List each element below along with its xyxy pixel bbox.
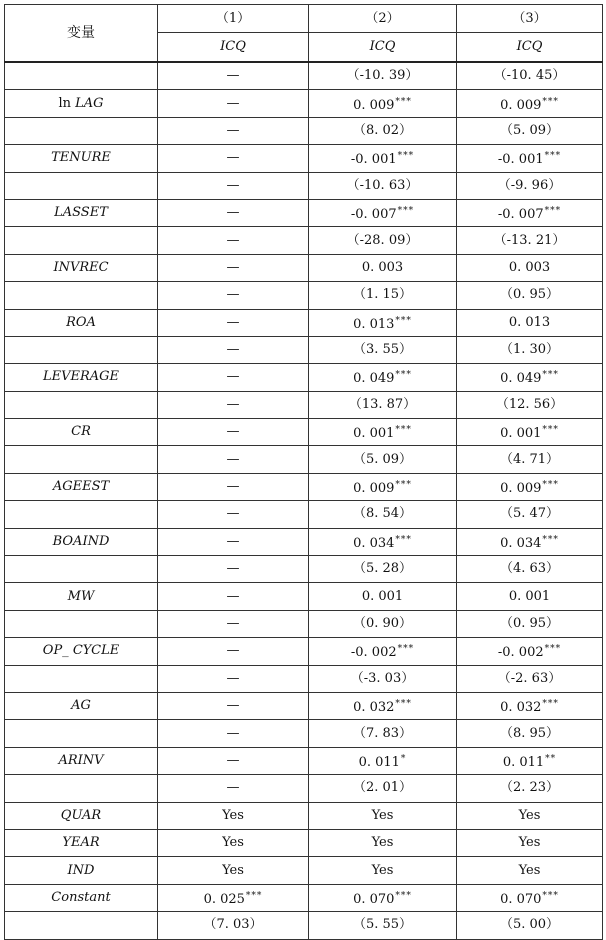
- variable-name-cell: INVREC: [5, 254, 158, 281]
- table-row: [5, 117, 603, 144]
- cell-value: （-10. 45）: [493, 68, 566, 84]
- model-2-cell: [309, 610, 457, 637]
- model-2-cell: [309, 446, 457, 473]
- model-1-cell: [158, 829, 309, 856]
- variable-name-cell: [5, 720, 158, 747]
- cell-value: （0. 95）: [499, 287, 560, 303]
- cell-value: -0. 007: [350, 207, 397, 223]
- significance-stars: **: [545, 753, 557, 764]
- table-row: [5, 665, 603, 692]
- cell-value: （7. 83）: [352, 725, 413, 741]
- model-1-cell: [158, 446, 309, 473]
- variable-name-cell: LEVERAGE: [5, 364, 158, 391]
- model-2-cell: [309, 90, 457, 117]
- model-1-header: （1）: [158, 5, 309, 33]
- cell-value: 0. 011: [502, 754, 545, 770]
- model-1-cell: [158, 610, 309, 637]
- cell-value: （13. 87）: [348, 396, 417, 412]
- cell-value: （7. 03）: [203, 917, 263, 933]
- variable-name-cell: [5, 775, 158, 802]
- model-3-cell: [457, 145, 603, 172]
- table-row: [5, 364, 603, 391]
- cell-value: —: [226, 342, 240, 358]
- model-2-cell: [309, 282, 457, 309]
- model-2-cell: [309, 829, 457, 856]
- model-2-cell: [309, 364, 457, 391]
- log-prefix: ln: [58, 95, 76, 111]
- model-2-cell: [309, 419, 457, 446]
- model-2-cell: [309, 199, 457, 226]
- model-3-cell: [457, 528, 603, 555]
- table-row: [5, 282, 603, 309]
- table-row: [5, 199, 603, 226]
- cell-value: （8. 02）: [352, 122, 413, 138]
- dependent-variable-3: ICQ: [457, 33, 603, 63]
- model-1-cell: [158, 556, 309, 583]
- cell-value: 0. 009: [353, 481, 395, 497]
- model-3-cell: [457, 282, 603, 309]
- cell-value: （5. 09）: [352, 451, 413, 467]
- model-1-cell: [158, 145, 309, 172]
- model-3-cell: [457, 391, 603, 418]
- cell-value: （5. 00）: [499, 917, 560, 933]
- model-3-cell: [457, 638, 603, 665]
- variable-name-cell: TENURE: [5, 145, 158, 172]
- model-1-cell: [158, 199, 309, 226]
- cell-value: （-9. 96）: [497, 177, 562, 193]
- significance-stars: ***: [395, 370, 412, 381]
- model-1-cell: [158, 802, 309, 829]
- table-row: [5, 857, 603, 884]
- variable-name-cell: LASSET: [5, 199, 158, 226]
- significance-stars: ***: [542, 534, 559, 545]
- significance-stars: ***: [544, 206, 562, 217]
- cell-value: （2. 01）: [352, 780, 413, 796]
- model-3-cell: [457, 501, 603, 528]
- cell-value: （4. 63）: [499, 561, 560, 577]
- table-row: [5, 473, 603, 500]
- model-3-cell: [457, 172, 603, 199]
- variable-name-cell: [5, 665, 158, 692]
- model-2-cell: [309, 528, 457, 555]
- model-2-cell: [309, 254, 457, 281]
- cell-value: 0. 032: [500, 700, 542, 716]
- cell-value: —: [226, 451, 240, 467]
- cell-value: Yes: [518, 835, 541, 851]
- variable-name-cell: CR: [5, 419, 158, 446]
- table-row: [5, 692, 603, 719]
- table-row: [5, 775, 603, 802]
- model-2-cell: [309, 775, 457, 802]
- variable-name-cell: ROA: [5, 309, 158, 336]
- cell-value: —: [226, 479, 240, 495]
- model-3-cell: [457, 446, 603, 473]
- table-row: [5, 884, 603, 911]
- cell-value: —: [226, 95, 240, 111]
- cell-value: （5. 09）: [499, 122, 560, 138]
- model-3-cell: [457, 720, 603, 747]
- table-row: [5, 309, 603, 336]
- significance-stars: ***: [397, 206, 415, 217]
- variable-name-cell: [5, 90, 158, 117]
- model-3-cell: [457, 309, 603, 336]
- cell-value: Yes: [371, 862, 394, 878]
- model-3-cell: [457, 610, 603, 637]
- variable-name-cell: ARINV: [5, 747, 158, 774]
- model-3-cell: [457, 227, 603, 254]
- cell-value: 0. 003: [361, 259, 404, 275]
- significance-stars: ***: [544, 151, 562, 162]
- model-2-cell: [309, 556, 457, 583]
- cell-value: 0. 013: [508, 314, 551, 330]
- model-1-cell: [158, 336, 309, 363]
- cell-value: Yes: [371, 807, 394, 823]
- variable-name-cell: [5, 912, 158, 939]
- variable-name-cell: AG: [5, 692, 158, 719]
- cell-value: （4. 71）: [499, 451, 560, 467]
- cell-value: 0. 001: [361, 588, 404, 604]
- model-1-cell: [158, 419, 309, 446]
- model-3-cell: [457, 90, 603, 117]
- model-2-cell: [309, 145, 457, 172]
- cell-value: —: [226, 287, 240, 303]
- cell-value: —: [226, 259, 240, 275]
- model-3-cell: [457, 692, 603, 719]
- cell-value: 0. 070: [353, 891, 395, 907]
- regression-table: [4, 4, 603, 940]
- model-1-cell: [158, 857, 309, 884]
- model-1-cell: [158, 720, 309, 747]
- cell-value: （-3. 03）: [350, 670, 415, 686]
- variable-name-cell: OP_ CYCLE: [5, 638, 158, 665]
- table-row: [5, 172, 603, 199]
- model-2-cell: [309, 747, 457, 774]
- cell-value: —: [226, 616, 240, 631]
- cell-value: —: [226, 698, 240, 714]
- model-1-cell: [158, 884, 309, 911]
- variable-name-cell: [5, 227, 158, 254]
- model-1-cell: [158, 309, 309, 336]
- cell-value: —: [226, 150, 240, 166]
- model-2-cell: [309, 692, 457, 719]
- cell-value: 0. 034: [500, 535, 542, 551]
- table-row: [5, 62, 603, 90]
- cell-value: （1. 30）: [499, 342, 560, 358]
- model-1-cell: [158, 638, 309, 665]
- cell-value: —: [226, 780, 240, 796]
- cell-value: —: [226, 643, 240, 659]
- model-2-cell: [309, 884, 457, 911]
- variable-column-header: 变量: [5, 5, 158, 63]
- dependent-variable-2: ICQ: [309, 33, 457, 63]
- significance-stars: ***: [542, 890, 559, 901]
- model-2-cell: [309, 665, 457, 692]
- variable-name-cell: [5, 172, 158, 199]
- model-2-cell: [309, 391, 457, 418]
- model-3-cell: [457, 419, 603, 446]
- model-3-cell: [457, 802, 603, 829]
- variable-name-cell: Constant: [5, 884, 158, 911]
- table-row: [5, 336, 603, 363]
- cell-value: （12. 56）: [495, 396, 564, 412]
- cell-value: Yes: [222, 807, 244, 823]
- cell-value: 0. 032: [353, 700, 395, 716]
- table-row: [5, 254, 603, 281]
- cell-value: Yes: [371, 835, 394, 851]
- cell-value: —: [226, 533, 240, 549]
- model-2-cell: [309, 501, 457, 528]
- model-3-header: （3）: [457, 5, 603, 33]
- variable-name-cell: [5, 446, 158, 473]
- variable-name-cell: YEAR: [5, 829, 158, 856]
- variable-name-cell: BOAIND: [5, 528, 158, 555]
- cell-value: -0. 001: [497, 152, 544, 168]
- model-3-cell: [457, 583, 603, 610]
- cell-value: 0. 034: [353, 535, 395, 551]
- significance-stars: ***: [245, 890, 263, 901]
- model-3-cell: [457, 775, 603, 802]
- cell-value: （-10. 39）: [346, 68, 419, 84]
- cell-value: （-10. 63）: [346, 177, 419, 193]
- model-2-cell: [309, 583, 457, 610]
- model-1-cell: [158, 473, 309, 500]
- cell-value: （3. 55）: [352, 342, 413, 358]
- model-1-cell: [158, 364, 309, 391]
- cell-value: 0. 049: [500, 371, 542, 387]
- cell-value: （-28. 09）: [346, 232, 419, 248]
- model-3-cell: [457, 912, 603, 939]
- model-2-cell: [309, 857, 457, 884]
- significance-stars: ***: [542, 425, 559, 436]
- significance-stars: ***: [544, 644, 562, 655]
- variable-name-cell: [5, 501, 158, 528]
- table-row: [5, 501, 603, 528]
- model-1-cell: [158, 501, 309, 528]
- cell-value: 0. 009: [500, 481, 542, 497]
- model-1-cell: [158, 62, 309, 90]
- table-body: [5, 62, 603, 939]
- cell-value: 0. 049: [353, 371, 395, 387]
- model-1-cell: [158, 775, 309, 802]
- significance-stars: ***: [395, 96, 412, 107]
- cell-value: -0. 001: [350, 152, 397, 168]
- variable-name-cell: [5, 282, 158, 309]
- model-1-cell: [158, 254, 309, 281]
- significance-stars: ***: [395, 425, 412, 436]
- table-row: [5, 391, 603, 418]
- cell-value: —: [226, 396, 240, 412]
- cell-value: 0. 001: [508, 588, 551, 604]
- variable-name-cell: IND: [5, 857, 158, 884]
- model-2-cell: [309, 62, 457, 90]
- table-row: [5, 145, 603, 172]
- cell-value: —: [226, 369, 240, 385]
- cell-value: （-13. 21）: [493, 232, 566, 248]
- cell-value: 0. 025: [203, 891, 245, 907]
- model-2-cell: [309, 117, 457, 144]
- model-1-cell: [158, 747, 309, 774]
- model-1-cell: [158, 692, 309, 719]
- table-row: [5, 829, 603, 856]
- model-1-cell: [158, 391, 309, 418]
- significance-stars: ***: [395, 534, 412, 545]
- significance-stars: ***: [542, 370, 559, 381]
- model-2-cell: [309, 336, 457, 363]
- table-row: [5, 638, 603, 665]
- model-3-cell: [457, 884, 603, 911]
- model-3-cell: [457, 857, 603, 884]
- model-1-cell: [158, 912, 309, 939]
- table-row: [5, 419, 603, 446]
- model-3-cell: [457, 556, 603, 583]
- table-row: [5, 446, 603, 473]
- cell-value: （5. 47）: [499, 506, 560, 522]
- model-2-cell: [309, 912, 457, 939]
- cell-value: （8. 95）: [499, 725, 560, 741]
- cell-value: Yes: [518, 807, 541, 823]
- table-row: [5, 610, 603, 637]
- cell-value: —: [226, 588, 240, 604]
- table-row: [5, 747, 603, 774]
- cell-value: -0. 002: [497, 645, 544, 661]
- model-2-cell: [309, 227, 457, 254]
- cell-value: —: [226, 122, 240, 138]
- cell-value: 0. 001: [500, 426, 542, 442]
- table-row: [5, 912, 603, 939]
- model-1-cell: [158, 90, 309, 117]
- significance-stars: ***: [395, 699, 412, 710]
- model-2-cell: [309, 638, 457, 665]
- table-header: [5, 5, 603, 63]
- cell-value: -0. 002: [350, 645, 397, 661]
- model-3-cell: [457, 829, 603, 856]
- cell-value: —: [226, 506, 240, 522]
- variable-name-cell: [5, 610, 158, 637]
- cell-value: Yes: [222, 835, 244, 851]
- significance-stars: ***: [542, 699, 559, 710]
- cell-value: —: [226, 725, 240, 741]
- cell-value: —: [226, 670, 240, 686]
- cell-value: （8. 54）: [352, 506, 413, 522]
- table-row: [5, 583, 603, 610]
- model-3-cell: [457, 254, 603, 281]
- cell-value: 0. 009: [353, 97, 395, 113]
- cell-value: 0. 001: [353, 426, 395, 442]
- table-row: [5, 528, 603, 555]
- model-3-cell: [457, 364, 603, 391]
- significance-stars: ***: [397, 644, 415, 655]
- cell-value: —: [226, 561, 240, 577]
- cell-value: -0. 007: [497, 207, 544, 223]
- model-2-cell: [309, 802, 457, 829]
- cell-value: —: [226, 314, 240, 330]
- cell-value: —: [226, 424, 240, 440]
- cell-value: 0. 009: [500, 97, 542, 113]
- model-1-cell: [158, 227, 309, 254]
- table-row: [5, 802, 603, 829]
- variable-name-cell: [5, 556, 158, 583]
- variable-name-cell: AGEEST: [5, 473, 158, 500]
- model-1-cell: [158, 172, 309, 199]
- cell-value: —: [226, 177, 240, 193]
- model-1-cell: [158, 665, 309, 692]
- table-row: [5, 720, 603, 747]
- model-3-cell: [457, 336, 603, 363]
- model-1-cell: [158, 117, 309, 144]
- model-2-header: （2）: [309, 5, 457, 33]
- model-3-cell: [457, 117, 603, 144]
- cell-value: （2. 23）: [499, 780, 560, 796]
- significance-stars: ***: [397, 151, 415, 162]
- cell-value: Yes: [222, 862, 244, 878]
- cell-value: Yes: [518, 862, 541, 878]
- significance-stars: ***: [542, 96, 559, 107]
- significance-stars: ***: [395, 480, 412, 491]
- model-3-cell: [457, 199, 603, 226]
- cell-value: —: [226, 205, 240, 221]
- model-1-cell: [158, 528, 309, 555]
- variable-name-cell: [5, 391, 158, 418]
- model-3-cell: [457, 747, 603, 774]
- model-1-cell: [158, 583, 309, 610]
- cell-value: （0. 90）: [352, 616, 413, 631]
- variable-name-cell: [5, 336, 158, 363]
- variable-name-cell: [5, 62, 158, 90]
- cell-value: —: [226, 752, 240, 768]
- variable-name-cell: [5, 117, 158, 144]
- model-2-cell: [309, 720, 457, 747]
- variable-name: LAG: [75, 95, 104, 111]
- model-2-cell: [309, 473, 457, 500]
- cell-value: 0. 003: [508, 259, 551, 275]
- cell-value: 0. 013: [353, 316, 395, 332]
- table-row: [5, 227, 603, 254]
- model-2-cell: [309, 172, 457, 199]
- model-3-cell: [457, 473, 603, 500]
- cell-value: —: [226, 232, 240, 248]
- cell-value: （5. 28）: [352, 561, 413, 577]
- cell-value: （-2. 63）: [497, 670, 562, 686]
- cell-value: （1. 15）: [352, 287, 413, 303]
- cell-value: （0. 95）: [499, 616, 560, 631]
- significance-stars: *: [400, 753, 407, 764]
- model-1-cell: [158, 282, 309, 309]
- model-3-cell: [457, 665, 603, 692]
- cell-value: —: [226, 68, 240, 84]
- cell-value: 0. 070: [500, 891, 542, 907]
- model-3-cell: [457, 62, 603, 90]
- significance-stars: ***: [542, 480, 559, 491]
- table-row: [5, 556, 603, 583]
- cell-value: 0. 011: [358, 754, 400, 770]
- significance-stars: ***: [395, 315, 412, 326]
- variable-name-cell: QUAR: [5, 802, 158, 829]
- table-row: [5, 90, 603, 117]
- model-2-cell: [309, 309, 457, 336]
- significance-stars: ***: [395, 890, 412, 901]
- variable-name-cell: MW: [5, 583, 158, 610]
- dependent-variable-1: ICQ: [158, 33, 309, 63]
- cell-value: （5. 55）: [352, 917, 413, 933]
